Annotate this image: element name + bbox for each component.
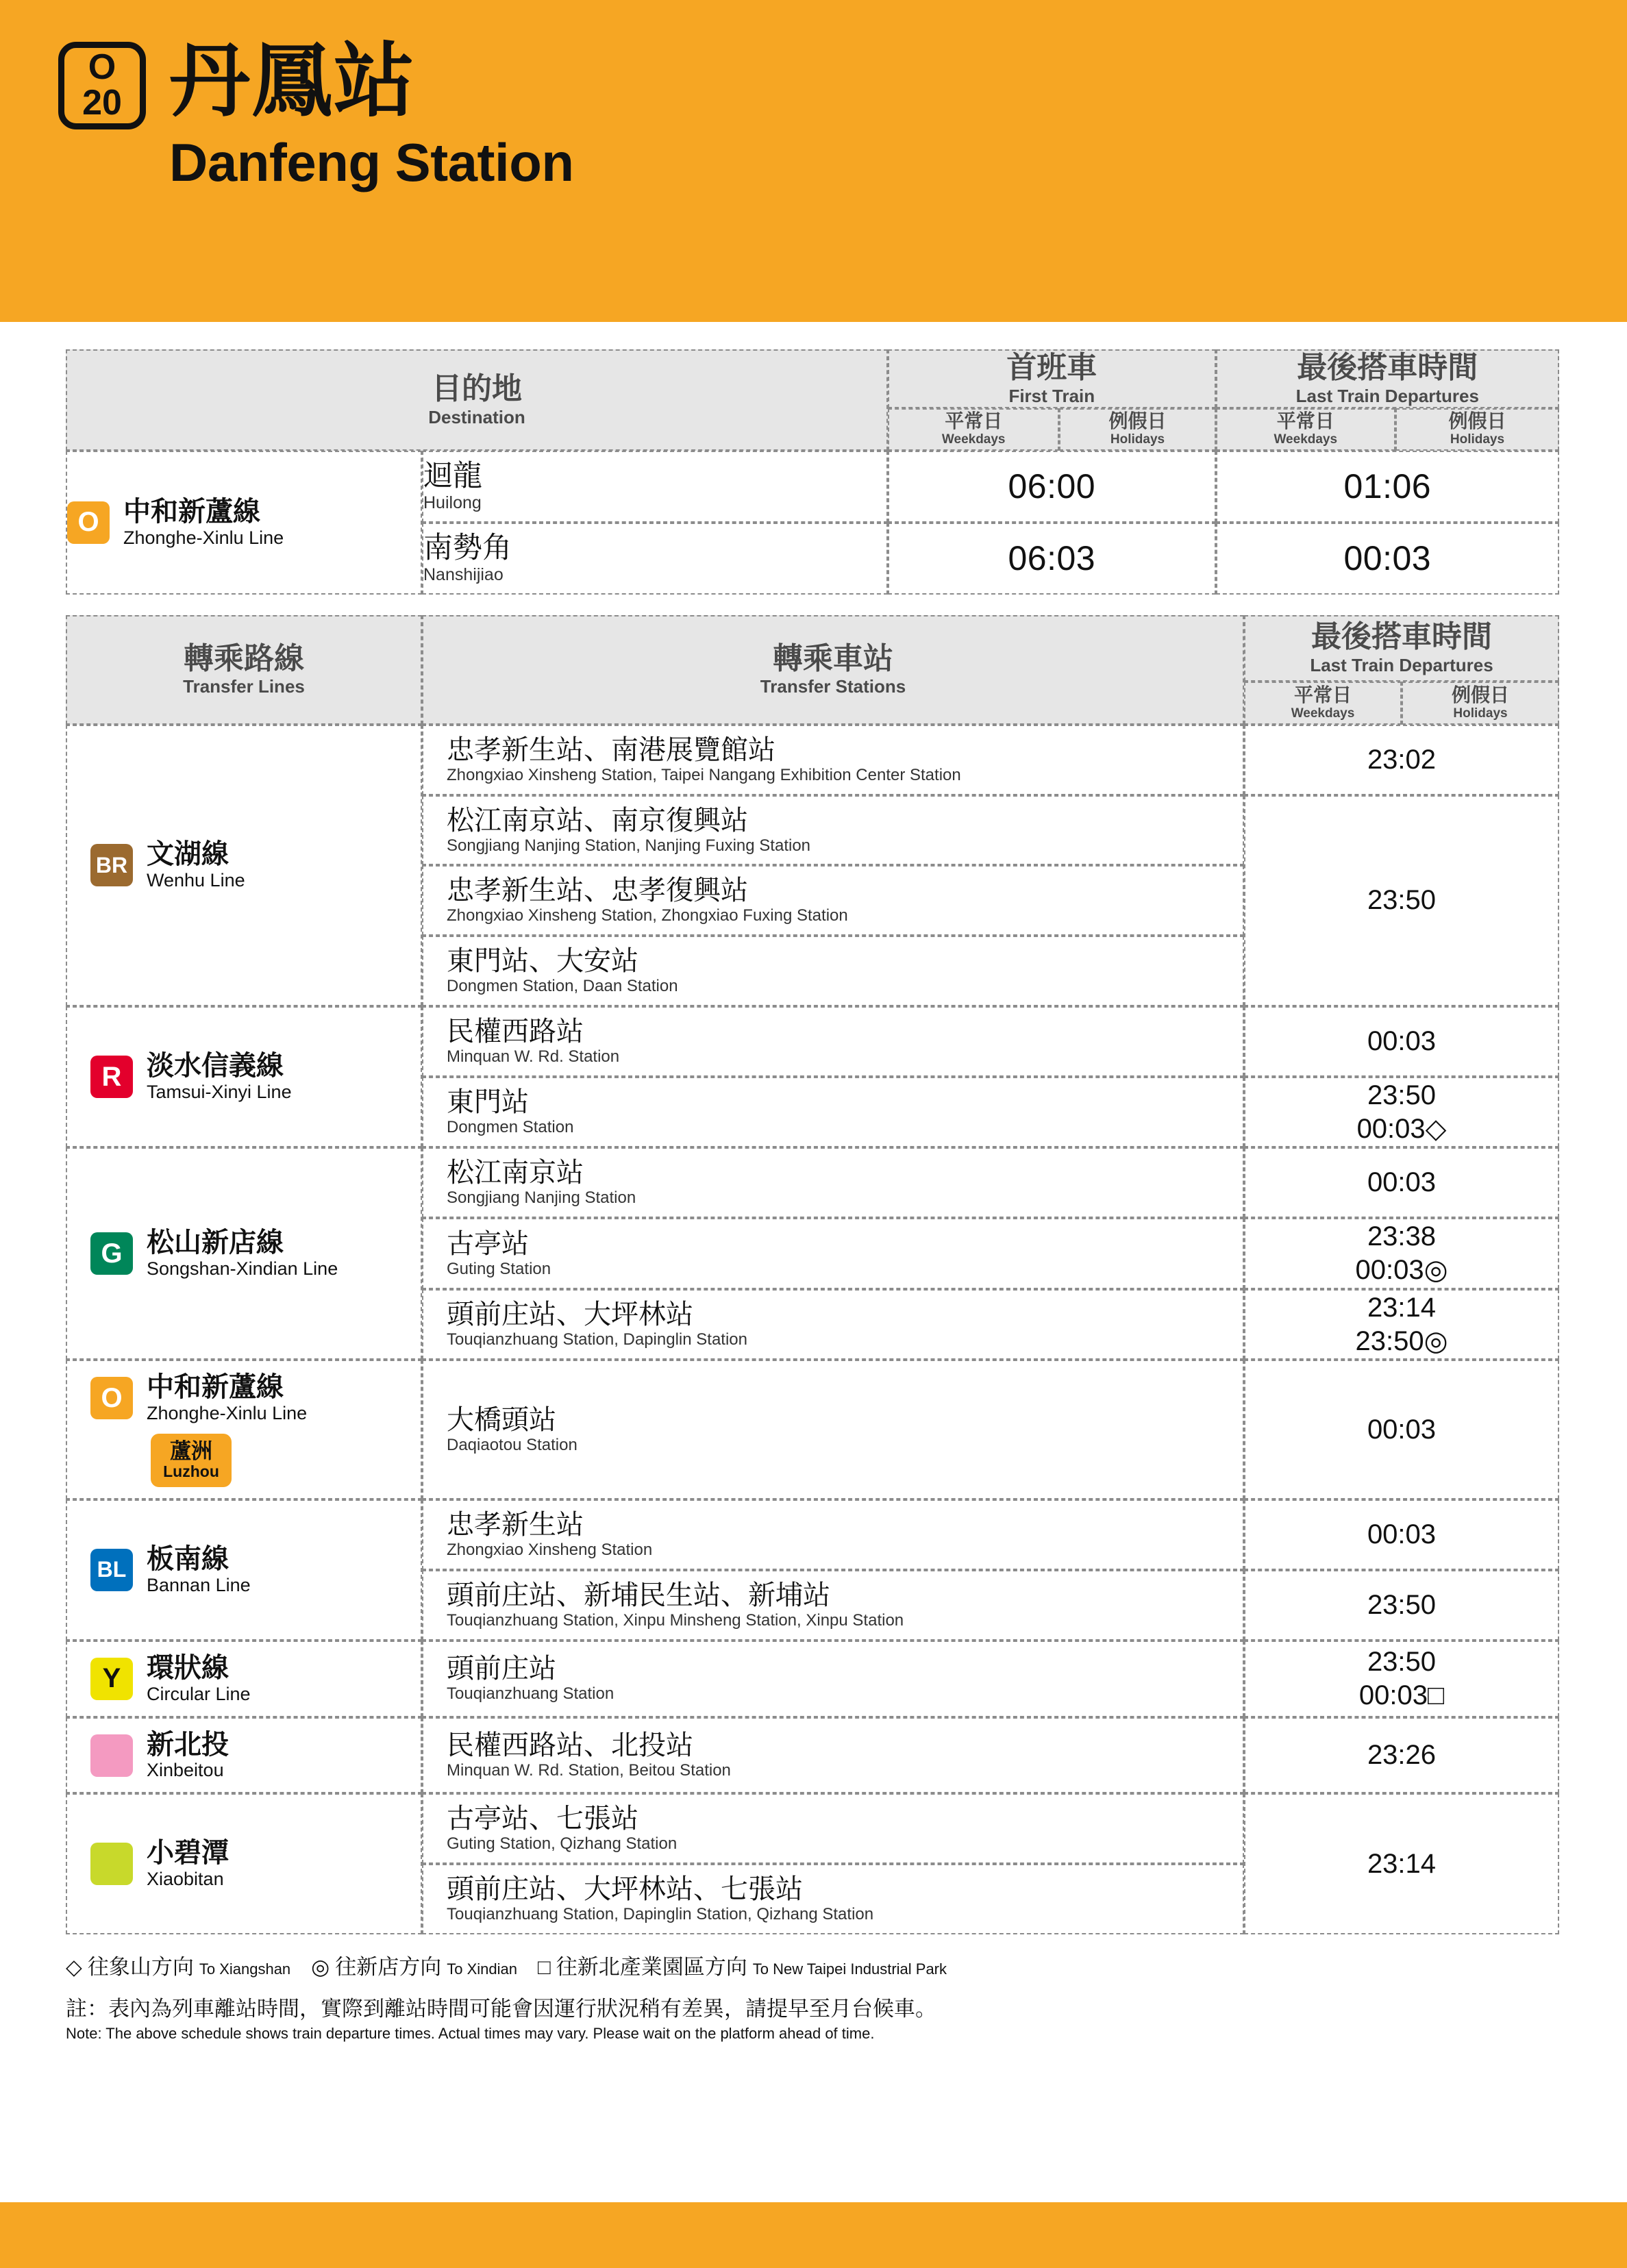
legend-item-xindian — [311, 1949, 517, 1980]
table-row — [66, 1641, 1559, 1717]
line-name-en: Xiaobitan — [147, 1869, 224, 1890]
last-train-value: 00:03 — [1367, 1414, 1437, 1445]
station-zh: 松江南京站 — [447, 1158, 584, 1188]
header-last-train-en: Last Train Departures — [1295, 385, 1479, 406]
transfer-last-train — [1244, 1793, 1559, 1934]
last-train-value: 23:02 — [1367, 744, 1437, 775]
line-name-zh: 松山新店線 — [147, 1228, 284, 1258]
note-zh: 註：表內為列車離站時間，實際到離站時間可能會因運行狀況稍有差異，請提早至月台候車。 — [66, 1997, 936, 2021]
header-transfer-lines — [66, 615, 422, 725]
line-chip-r — [90, 1056, 133, 1098]
line-chip-o — [67, 501, 110, 544]
line-name-en: Wenhu Line — [147, 870, 245, 891]
line-name-en: Bannan Line — [147, 1574, 251, 1595]
header-first-train — [888, 349, 1216, 408]
station-zh: 忠孝新生站、南港展覽館站 — [447, 734, 775, 765]
station-zh: 頭前庄站 — [447, 1654, 556, 1684]
destination-cell — [422, 451, 888, 523]
station-en: Guting Station — [447, 1259, 551, 1278]
line-cell-wenhu — [66, 725, 422, 1006]
first-last-train-table — [66, 349, 1559, 595]
line-name-zh: 淡水信義線 — [147, 1051, 284, 1082]
line-code-badge — [58, 42, 146, 129]
line-swatch-xiaobitan — [90, 1843, 133, 1885]
station-zh: 民權西路站 — [447, 1016, 584, 1047]
first-train-value: 06:03 — [1008, 539, 1096, 578]
legend-label-zh: 往新北產業園區方向 — [556, 1955, 747, 1980]
transfer-holidays-en: Holidays — [1453, 706, 1508, 721]
transfer-station-cell — [422, 1499, 1244, 1570]
branch-chip-luzhou — [151, 1434, 232, 1487]
line-letter: O — [88, 47, 116, 88]
last-train-value: 00:03 — [1367, 1167, 1437, 1198]
transfer-station-cell — [422, 865, 1244, 936]
transfer-last-train — [1244, 795, 1559, 1006]
last-train-value: 23:50 — [1367, 1589, 1437, 1620]
station-en: Daqiaotou Station — [447, 1435, 577, 1454]
transfer-last-train — [1244, 1289, 1559, 1360]
transfer-last-train — [1244, 1641, 1559, 1717]
last-train-time — [1216, 523, 1559, 595]
last-train-value-alt: 00:03□ — [1358, 1680, 1445, 1710]
content-area — [0, 322, 1627, 2043]
station-zh: 民權西路站、北投站 — [447, 1730, 693, 1761]
header-transfer-holidays — [1402, 682, 1559, 725]
station-en: Dongmen Station, Daan Station — [447, 977, 678, 996]
last-train-value: 23:26 — [1367, 1740, 1437, 1771]
station-en: Zhongxiao Xinsheng Station — [447, 1541, 653, 1560]
line-chip-o — [90, 1377, 133, 1419]
table-row — [66, 725, 1559, 795]
legend-symbol-square: □ — [537, 1955, 551, 1980]
line-cell-xiaobitan — [66, 1793, 422, 1934]
header-first-train-zh: 首班車 — [1006, 351, 1097, 384]
station-zh: 頭前庄站、大坪林站 — [447, 1299, 693, 1330]
last-weekdays-zh: 平常日 — [1276, 410, 1334, 432]
first-weekdays-en: Weekdays — [941, 432, 1006, 447]
destination-cell — [422, 523, 888, 595]
line-name-en: Zhonghe-Xinlu Line — [123, 527, 284, 548]
first-holidays-zh: 例假日 — [1108, 410, 1167, 432]
last-holidays-zh: 例假日 — [1448, 410, 1506, 432]
last-train-value: 00:03 — [1367, 1025, 1437, 1056]
line-chip-label: G — [101, 1238, 123, 1269]
transfer-last-train — [1244, 1360, 1559, 1499]
line-chip-label: BR — [95, 852, 128, 877]
transfer-last-train — [1244, 1570, 1559, 1641]
line-chip-label: O — [101, 1382, 123, 1413]
station-en: Guting Station, Qizhang Station — [447, 1834, 678, 1854]
page-title-en: Danfeng Station — [169, 132, 574, 192]
table-row — [66, 1006, 1559, 1077]
transfer-station-cell — [422, 1793, 1244, 1864]
last-train-value: 00:03 — [1343, 539, 1432, 578]
transfer-station-cell — [422, 1717, 1244, 1794]
first-train-time — [888, 451, 1216, 523]
header-transfer-stations-zh: 轉乘車站 — [773, 641, 893, 675]
transfer-last-train — [1244, 725, 1559, 795]
station-zh: 忠孝新生站 — [447, 1510, 584, 1541]
table-row — [66, 1147, 1559, 1218]
line-chip-label: R — [101, 1061, 122, 1092]
last-train-value-alt: 23:50◎ — [1355, 1325, 1448, 1356]
header-transfer-stations — [422, 615, 1244, 725]
legend-item-xiangshan — [66, 1949, 290, 1980]
transfer-last-train — [1244, 1717, 1559, 1794]
first-holidays-en: Holidays — [1110, 432, 1165, 447]
destination-en: Nanshijiao — [423, 565, 504, 585]
legend-label-zh: 往象山方向 — [87, 1955, 194, 1980]
line-name-zh: 中和新蘆線 — [147, 1372, 284, 1403]
transfer-station-cell — [422, 936, 1244, 1006]
transfer-last-train — [1244, 1499, 1559, 1570]
transfer-header-row — [66, 615, 1559, 682]
line-cell-songshan-xindian — [66, 1147, 422, 1360]
last-train-value: 01:06 — [1343, 467, 1432, 506]
transfer-station-cell — [422, 1289, 1244, 1360]
header-destination-en: Destination — [428, 406, 525, 427]
line-chip-bl — [90, 1549, 133, 1591]
table-header-row — [66, 349, 1559, 408]
destination-zh: 迴龍 — [423, 460, 482, 493]
line-name-en: Tamsui-Xinyi Line — [147, 1082, 292, 1103]
last-train-value: 00:03 — [1367, 1519, 1437, 1550]
legend-label-zh: 往新店方向 — [335, 1955, 442, 1980]
line-chip-g — [90, 1232, 133, 1275]
line-chip-y — [90, 1658, 133, 1700]
transfer-last-train — [1244, 1077, 1559, 1148]
header-last-train — [1216, 349, 1559, 408]
line-cell-zhonghe-xinlu-luzhou — [66, 1360, 422, 1499]
line-chip-label: O — [77, 507, 99, 538]
transfer-station-cell — [422, 1006, 1244, 1077]
line-number: 20 — [82, 82, 122, 123]
station-en: Zhongxiao Xinsheng Station, Taipei Nangang Exhibition Center Station — [447, 765, 961, 784]
transfer-last-train — [1244, 1147, 1559, 1218]
station-en: Zhongxiao Xinsheng Station, Zhongxiao Fuxing Station — [447, 906, 848, 925]
transfer-table — [66, 615, 1559, 1934]
table-row — [66, 1793, 1559, 1864]
station-zh: 忠孝新生站、忠孝復興站 — [447, 875, 748, 906]
line-chip-label: BL — [97, 1557, 127, 1582]
transfer-holidays-zh: 例假日 — [1451, 684, 1509, 706]
line-swatch-xinbeitou — [90, 1734, 133, 1777]
line-cell-bannan — [66, 1499, 422, 1641]
destination-en: Huilong — [423, 493, 482, 513]
transfer-station-cell — [422, 1147, 1244, 1218]
station-zh: 松江南京站、南京復興站 — [447, 805, 748, 836]
legend-symbol-circle: ◎ — [311, 1955, 330, 1980]
header-transfer-lines-en: Transfer Lines — [183, 676, 305, 697]
station-zh: 大橋頭站 — [447, 1404, 556, 1435]
line-chip-label: Y — [102, 1663, 121, 1694]
last-train-time — [1216, 451, 1559, 523]
first-weekdays-zh: 平常日 — [945, 410, 1003, 432]
legend-label-en: To New Taipei Industrial Park — [752, 1960, 947, 1978]
station-en: Songjiang Nanjing Station — [447, 1188, 636, 1208]
header-first-train-en: First Train — [1008, 385, 1095, 406]
first-train-time — [888, 523, 1216, 595]
line-name-zh: 中和新蘆線 — [123, 496, 260, 527]
header-first-weekdays — [888, 408, 1059, 451]
line-name-zh: 環狀線 — [147, 1652, 229, 1683]
line-chip-br — [90, 844, 133, 886]
last-train-value: 23:50 — [1367, 885, 1437, 916]
table-row — [66, 451, 1559, 523]
station-en: Minquan W. Rd. Station, Beitou Station — [447, 1761, 731, 1780]
line-name-en: Circular Line — [147, 1683, 251, 1704]
first-train-value: 06:00 — [1008, 467, 1096, 506]
last-train-value: 23:14 — [1367, 1292, 1437, 1323]
station-zh: 東門站、大安站 — [447, 946, 638, 977]
line-name-zh: 板南線 — [147, 1544, 229, 1575]
line-name-en: Xinbeitou — [147, 1760, 224, 1781]
transfer-weekdays-zh: 平常日 — [1293, 684, 1352, 706]
station-en: Touqianzhuang Station, Dapinglin Station — [447, 1330, 747, 1349]
last-train-value-alt: 00:03◎ — [1355, 1254, 1448, 1285]
station-zh: 頭前庄站、大坪林站、七張站 — [447, 1874, 803, 1905]
line-cell-circular — [66, 1641, 422, 1717]
transfer-station-cell — [422, 1570, 1244, 1641]
header-destination-zh: 目的地 — [432, 372, 522, 406]
station-header — [0, 0, 1627, 322]
station-en: Touqianzhuang Station, Xinpu Minsheng Station, Xinpu Station — [447, 1610, 904, 1630]
transfer-last-train — [1244, 1006, 1559, 1077]
last-holidays-en: Holidays — [1450, 432, 1505, 447]
station-zh: 頭前庄站、新埔民生站、新埔站 — [447, 1580, 830, 1610]
header-transfer-last-train — [1244, 615, 1559, 682]
transfer-station-cell — [422, 1864, 1244, 1934]
station-en: Touqianzhuang Station, Dapinglin Station, Qizhang Station — [447, 1905, 874, 1924]
table-row — [66, 1360, 1559, 1499]
header-transfer-last-train-zh: 最後搭車時間 — [1311, 620, 1492, 654]
transfer-station-cell — [422, 1360, 1244, 1499]
last-train-value: 23:38 — [1367, 1221, 1437, 1252]
station-en: Songjiang Nanjing Station, Nanjing Fuxing Station — [447, 836, 811, 855]
branch-label-en: Luzhou — [163, 1462, 219, 1480]
page-title-zh: 丹鳳站 — [169, 36, 417, 127]
transfer-weekdays-en: Weekdays — [1291, 706, 1355, 721]
header-destination — [66, 349, 888, 451]
transfer-last-train — [1244, 1218, 1559, 1289]
station-zh: 古亭站、七張站 — [447, 1804, 638, 1834]
last-train-value: 23:50 — [1367, 1646, 1437, 1677]
legend-row — [66, 1949, 1561, 1980]
last-train-value: 23:50 — [1367, 1080, 1437, 1110]
header-last-train-zh: 最後搭車時間 — [1297, 351, 1478, 384]
header-transfer-weekdays — [1244, 682, 1402, 725]
transfer-station-cell — [422, 1218, 1244, 1289]
last-weekdays-en: Weekdays — [1274, 432, 1338, 447]
table-row — [66, 1717, 1559, 1794]
header-last-holidays — [1395, 408, 1559, 451]
branch-label-zh: 蘆洲 — [170, 1439, 212, 1464]
station-en: Touqianzhuang Station — [447, 1684, 614, 1704]
header-transfer-lines-zh: 轉乘路線 — [184, 641, 304, 675]
transfer-station-cell — [422, 1077, 1244, 1148]
station-en: Dongmen Station — [447, 1118, 574, 1137]
station-en: Minquan W. Rd. Station — [447, 1047, 620, 1066]
header-transfer-last-train-en: Last Train Departures — [1310, 654, 1493, 675]
line-cell-xinbeitou — [66, 1717, 422, 1794]
line-cell-tamsui-xinyi — [66, 1006, 422, 1147]
transfer-station-cell — [422, 795, 1244, 866]
line-name-zh: 新北投 — [147, 1729, 229, 1760]
line-name-zh: 小碧潭 — [147, 1838, 229, 1869]
legend-label-en: To Xiangshan — [199, 1960, 291, 1978]
transfer-station-cell — [422, 725, 1244, 795]
legend-symbol-diamond: ◇ — [66, 1955, 82, 1980]
transfer-station-cell — [422, 1641, 1244, 1717]
header-last-weekdays — [1216, 408, 1395, 451]
header-first-holidays — [1059, 408, 1215, 451]
station-zh: 東門站 — [447, 1087, 529, 1118]
line-name-en: Zhonghe-Xinlu Line — [147, 1403, 308, 1424]
destination-zh: 南勢角 — [423, 532, 512, 565]
legend-label-en: To Xindian — [447, 1960, 517, 1978]
legend-item-industrial-park — [538, 1949, 947, 1980]
line-name-zh: 文湖線 — [147, 839, 229, 870]
line-name-en: Songshan-Xindian Line — [147, 1258, 338, 1280]
last-train-value: 23:14 — [1367, 1848, 1437, 1879]
last-train-value-alt: 00:03◇ — [1356, 1113, 1447, 1144]
station-zh: 古亭站 — [447, 1228, 529, 1259]
table-row — [66, 1499, 1559, 1570]
note-en: Note: The above schedule shows train departure times. Actual times may vary. Please wait on the platform ahead of time. — [66, 2025, 875, 2043]
footer-bar — [0, 2202, 1627, 2268]
header-transfer-stations-en: Transfer Stations — [760, 676, 906, 697]
line-cell-zhonghe-xinlu — [66, 451, 422, 595]
